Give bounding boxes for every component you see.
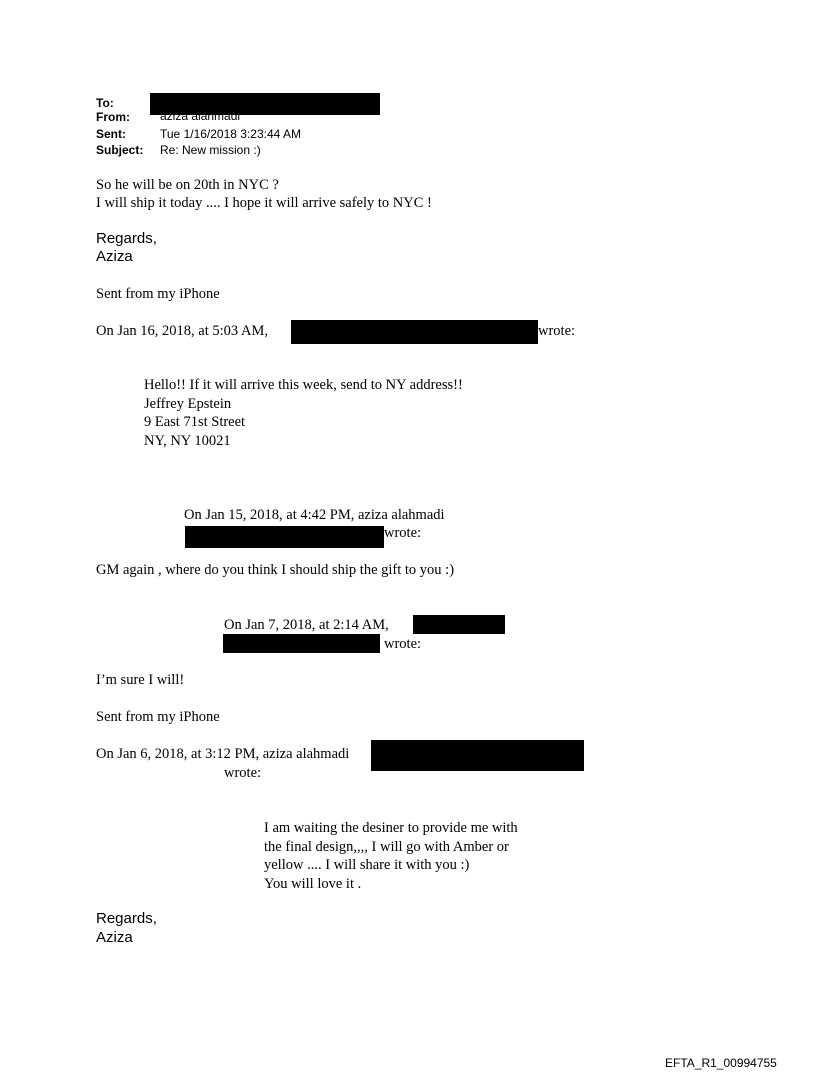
to-label: To: (96, 96, 114, 110)
quote2-wrote: wrote: (384, 525, 422, 541)
from-value: aziza alahmadi (160, 109, 241, 123)
quote1-body (144, 376, 463, 450)
quote4-wrote: wrote: (224, 765, 262, 781)
quote1-wrote: wrote: (538, 323, 576, 339)
quote2-message: GM again , where do you think I should ship the gift to you :) (96, 562, 455, 578)
quote1-intro: On Jan 16, 2018, at 5:03 AM, (96, 323, 268, 339)
quote1-line: NY, NY 10021 (144, 432, 231, 449)
sent-from-line: Sent from my iPhone (96, 286, 220, 302)
redaction-block (223, 634, 380, 653)
document-id: EFTA_R1_00994755 (665, 1056, 777, 1070)
quote3-message: I’m sure I will! (96, 672, 185, 688)
quote4-line: I am waiting the desiner to provide me with (264, 820, 518, 836)
quote3-sent-from: Sent from my iPhone (96, 709, 220, 725)
signoff-name: Aziza (96, 248, 133, 265)
quote4-body (264, 819, 518, 893)
quote1-line: Hello!! If it will arrive this week, send to NY address!! (144, 377, 463, 393)
redaction-block (371, 740, 584, 771)
message-line-1: So he will be on 20th in NYC ? (96, 177, 279, 193)
quote1-line: 9 East 71st Street (144, 414, 246, 431)
quote4-name: Aziza (96, 929, 133, 946)
signoff-regards: Regards, (96, 230, 157, 247)
quote3-intro: On Jan 7, 2018, at 2:14 AM, (224, 617, 389, 633)
message-line-2: I will ship it today .... I hope it will arrive safely to NYC ! (96, 195, 432, 211)
quote4-intro: On Jan 6, 2018, at 3:12 PM, aziza alahmadi (96, 746, 350, 762)
sent-value: Tue 1/16/2018 3:23:44 AM (160, 127, 301, 141)
quote2-intro: On Jan 15, 2018, at 4:42 PM, aziza alahmadi (184, 507, 445, 523)
quote4-regards: Regards, (96, 910, 157, 927)
subject-label: Subject: (96, 143, 144, 157)
quote1-line: Jeffrey Epstein (144, 395, 232, 412)
quote3-wrote: wrote: (384, 636, 422, 652)
redaction-block (291, 320, 538, 344)
redaction-block (413, 615, 505, 634)
from-label: From: (96, 110, 130, 124)
sent-label: Sent: (96, 127, 126, 141)
quote4-line: You will love it . (264, 875, 362, 892)
quote4-line: yellow .... I will share it with you :) (264, 857, 470, 874)
redaction-block (185, 526, 384, 548)
subject-value: Re: New mission :) (160, 143, 261, 157)
quote4-line: the final design,,,, I will go with Amber or (264, 838, 509, 855)
